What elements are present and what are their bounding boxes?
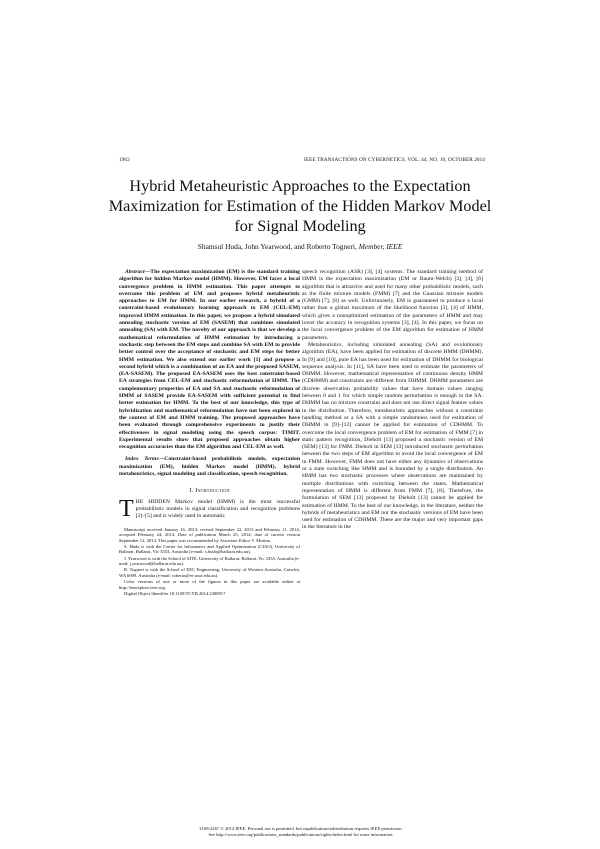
intro-text: Markov model (HMM) is the most successful probabilistic models in signal classification and recognition problems [2]–[5] and is widely used in automatic: [135, 498, 300, 520]
footnote-doi: Digital Object Identifier 10.1109/TCYB.2014.2308917: [124, 591, 226, 596]
abstract: [119, 269, 300, 451]
body-paragraph: speech recognition (ASR) [3], [4] systems. The standard training method of HMM is the expectation maximization (EM or Baum-Welch) [3], [4], [6] algorithm that is attractive and used for many other probabilistic models, such as the finite mixture models (FMM) [7] and the Gaussian mixture models (GMM) [7], [8] as well. Unfortunately, EM is guaranteed to produce a local rather than a global maximum of the likelihood function [3], [4] of HMM, which gives a nonoptimized estimation of the parameters of HMM and may lower the accuracy in recognition systems [3], [4]. In this paper, we focus on the local convergence problem of the EM algorithm for estimation of HMM parameters.: [302, 269, 483, 341]
footnote-yearwood: J. Yearwood is with the School of SITE, University of Ballarat, Ballarat, Vic 3353, Australia (e-mail: j.yearwood@ballarat.edu.au).: [119, 555, 300, 567]
section-heading: I. Introduction: [189, 487, 230, 495]
right-column: [302, 269, 483, 532]
paper-title: Hybrid Metaheuristic Approaches to the Expectation Maximization for Estimation of the Hidden Markov Model for Signal Modeling: [108, 177, 492, 235]
footnote-color: Color versions of one or more of the figures in this paper are available online at http://ieeexplore.ieee.org.: [119, 579, 300, 590]
index-terms-text: —Constraint-based probabilistic models, expectation maximization (EM), hidden Markov model (HMM), hybrid metaheuristics, signal modeling and classification, speech recognition.: [119, 456, 300, 478]
intro-first-word: HE HIDDEN: [135, 498, 170, 505]
drop-cap: T: [119, 495, 134, 522]
copyright-notice: [119, 826, 483, 838]
copyright-line: 2168-2267 © 2014 IEEE. Personal use is permitted, but republication/redistribution requires IEEE permission.: [199, 826, 403, 831]
copyright-url-line: See http://www.ieee.org/publications_standards/publications/rights/index.html for more information.: [208, 831, 394, 837]
footnote-manuscript: Manuscript received January 16, 2013; revised September 22, 2013 and February 11, 2014; accepted February 24, 2014. Date of publication March 25, 2014; date of current version September 12, 2014. This paper was recommended by Associate Editor V. Murino.: [119, 526, 300, 543]
running-header: IEEE TRANSACTIONS ON CYBERNETICS, VOL. 44, NO. 10, OCTOBER 2014: [304, 157, 485, 163]
footnotes: [119, 527, 300, 597]
body-paragraph: Metaheuristics, including simulated annealing (SA) and evolutionary algorithm (EA), have been applied for estimation of discrete HMM (DHMM). In [9] and [10], pure EA has been used for estimation of DHMM for biological sequence analysis. In [11], SA have been used to estimate the parameters of DHMM. However, mathematical representation of continuous density HMM (CDHMM) and constraints are different from DHMM. DHMM parameters are discrete observation probability values that have domain values ranging between 0 and 1 for which simple random perturbation is enough in the SA. DHMM has no mixture constraint and does not use direct signal feature values in the distribution. Therefore, metaheuristic approaches without a constraint handling method or a SA with a simple randomness used for estimation of DHMM in [9]–[12] cannot be applied for estimation of CDHMM. To overcome the local convergence problem of EM for estimation of FMM [7] in static pattern recognition, Dieholt [13] proposed a stochastic version of EM (SEM) [13] for FMM. Dieholt in SEM [13] introduced stochastic perturbation between the two steps of EM algorithm to avoid the local convergence of EM in FMM. However, FMM does not have either any dynamics of observations or a state switching like HMM and is bounded by a single distribution. An HMM has two stochastic processes where observations are maintained by multiple distributions with switching between the states. Mathematical representation of HMM is different from FMM [7], [8]. Therefore, the formulation of SEM [13] proposed by Dieholt [13] cannot be applied for estimation of HMM. To the best of our knowledge, in the literature, neither the hybrids of metaheuristics and EM nor the stochastic versions of EM have been used for estimation of CDHMM. These are the major and very important gaps in the literature in the: [302, 341, 483, 531]
left-column: [119, 269, 300, 597]
abstract-text: —The expectation maximization (EM) is the standard training algorithm for hidden Markov model (HMM). However, EM faces a local convergence problem in HMM estimation. This paper attempts to overcome this problem of EM and proposes hybrid metaheuristic approaches to EM for HMM. In our earlier research, a hybrid of a constraint-based evolutionary learning approach to EM (CEL-EM) improved HMM estimation. In this paper, we propose a hybrid simulated annealing stochastic version of EM (SASEM) that combines simulated annealing (SA) with EM. The novelty of our approach is that we develop a mathematical reformulation of HMM estimation by introducing a stochastic step between the EM steps and combine SA with EM to provide better control over the acceptance of stochastic and EM steps for better HMM estimation. We also extend our earlier work [1] and propose a second hybrid which is a combination of an EA and the proposed SASEM, (EA-SASEM). The proposed EA-SASEM uses the best constraint-based EA strategies from CEL-EM and stochastic reformulation of HMM. The complementary properties of EA and SA and stochastic reformulation of HMM of SASEM provide EA-SASEM with sufficient potential to find better estimation for HMM. To the best of our knowledge, this type of hybridization and mathematical reformulation have not been explored in the context of EM and HMM training. The proposed approaches have been evaluated through comprehensive experiments to justify their effectiveness in signal modeling using the speech corpus: TIMIT. Experimental results show that proposed approaches obtain higher recognition accuracies than the EM algorithm and CEL-EM as well.: [119, 269, 300, 451]
author-names: Shamsul Huda, John Yearwood, and Roberto Togneri,: [197, 242, 357, 251]
index-terms-label: Index Terms: [125, 456, 159, 463]
author-line: [100, 242, 500, 251]
author-membership: Member, IEEE: [358, 242, 403, 251]
intro-paragraph: [119, 495, 300, 522]
footnote-huda: S. Huda is with the Center for Informatics and Applied Optimization (CIAO), University of Ballarat, Ballarat, Vic 3353, Australia (e-mail: s.huda@ballarat.edu.au).: [119, 543, 300, 555]
abstract-label: Abstract: [125, 269, 145, 275]
index-terms: [119, 456, 300, 478]
page-number: 1962: [119, 157, 130, 163]
footnote-togneri: R. Togneri is with the School of EEC Engineering, University of Western Australia, Crawley, WA 6009, Australia (e-mail: roberto@ee.uwa.edu.au).: [119, 567, 300, 579]
